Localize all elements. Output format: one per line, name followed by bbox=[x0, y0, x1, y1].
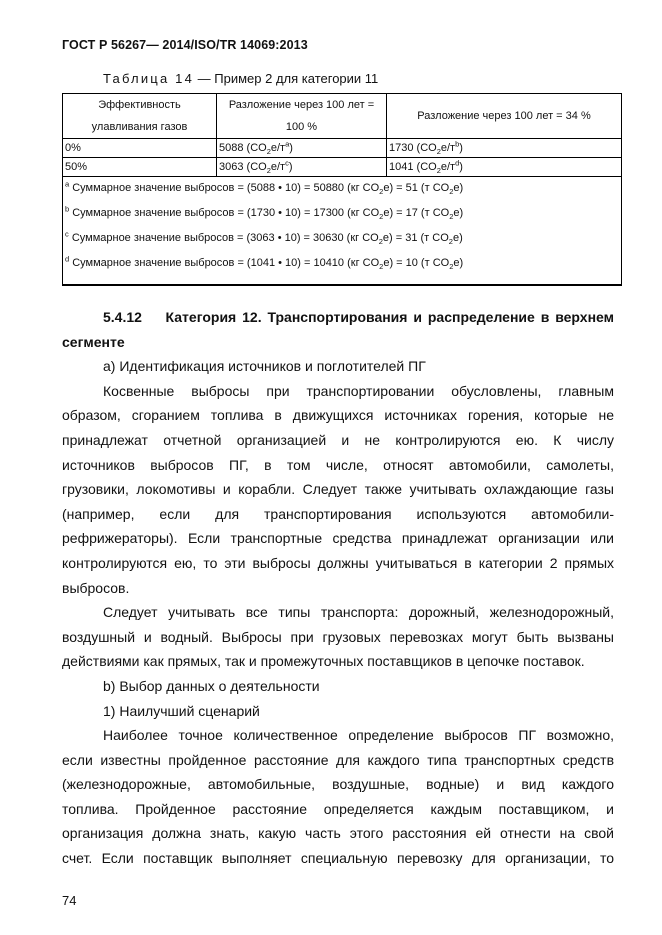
table-note: $^a$ Суммарное значение выбросов = (5088 • 10) = 50880 (кг $CO_2e) = 51$ (т $CO_2е$) bbox=[65, 179, 464, 197]
cell-value-34: 1730 $(CO_2е/т^b)$ bbox=[387, 139, 622, 158]
paragraph-line: топлива. Пройденное расстояние определяется каждым поставщиком, и bbox=[62, 800, 614, 817]
paragraph-line: Косвенные выбросы при транспортировании обусловлены, главным bbox=[103, 382, 614, 399]
paragraph-line: источников выбросов ПГ, в том числе, относят автомобили, самолеты, bbox=[62, 456, 614, 473]
table-note: $^c$ Суммарное значение выбросов = (3063 • 10) = 30630 (кг $CO_2e) = 31$ (т $CO_2е$) bbox=[65, 229, 463, 247]
section-title: Категория 12. Транспортирования и распределение в верхнем bbox=[165, 309, 614, 325]
table-note: $^b$ Суммарное значение выбросов = (1730 • 10) = 17300 (кг $CO_2e) = 17$ (т $CO_2е$) bbox=[65, 204, 464, 222]
table-notes-row bbox=[63, 177, 622, 286]
header-cell-100: Разложение через 100 лет = 100 % bbox=[217, 94, 387, 139]
header-cell-34: Разложение через 100 лет = 34 % bbox=[387, 94, 622, 139]
section-number: 5.4.12 bbox=[103, 309, 142, 325]
section-heading bbox=[62, 305, 614, 330]
header-cell-efficiency: Эффективность улавливания газов bbox=[63, 94, 217, 139]
paragraph-line: образом, сгоранием топлива в движущихся источниках горения, которые не bbox=[62, 407, 614, 424]
cell-efficiency: 0% bbox=[63, 139, 217, 158]
paragraph-line: счет. Если поставщик выполняет специальную перевозку для организации, то bbox=[62, 850, 614, 867]
table-caption bbox=[103, 71, 378, 86]
table-caption-label: Таблица 14 bbox=[103, 71, 195, 86]
paragraph-line: Следует учитывать все типы транспорта: дорожный, железнодорожный, bbox=[103, 604, 614, 621]
cell-value-34: 1041 $(CO_2е/т^d)$ bbox=[387, 158, 622, 177]
table-row bbox=[63, 139, 622, 158]
table-header-row bbox=[63, 94, 622, 139]
table-row bbox=[63, 158, 622, 177]
paragraph-line: рефрижераторы). Если транспортные средства принадлежат организации или bbox=[62, 530, 614, 547]
paragraph-line: выбросов. bbox=[62, 579, 130, 596]
table-caption-text: — Пример 2 для категории 11 bbox=[194, 71, 379, 86]
paragraph-line: (например, если для транспортирования используются автомобили- bbox=[62, 505, 614, 522]
paragraph-line: если известны пройденное расстояние для каждого типа транспортных средств bbox=[62, 751, 614, 768]
paragraph-line: действиями как прямых, так и промежуточных поставщиков в цепочке поставок. bbox=[62, 653, 585, 670]
paragraph-line: грузовики, локомотивы и корабли. Следует также учитывать охлаждающие газы bbox=[62, 481, 614, 498]
item-a: a) Идентификация источников и поглотителей ПГ bbox=[103, 358, 426, 375]
table-notes bbox=[63, 177, 622, 286]
paragraph-line: контролируются ею, то эти выбросы должны учитываться в категории 2 прямых bbox=[62, 554, 614, 571]
document-header: ГОСТ Р 56267— 2014/ISO/TR 14069:2013 bbox=[62, 38, 308, 52]
section-heading-cont: сегменте bbox=[62, 333, 125, 350]
paragraph-line: воздушный и водный. Выбросы при грузовых перевозках могут быть вызваны bbox=[62, 628, 614, 645]
emissions-table bbox=[62, 93, 622, 286]
paragraph-line: Наиболее точное количественное определение выбросов ПГ возможно, bbox=[103, 727, 614, 744]
paragraph-line: (железнодорожные, автомобильные, воздушные, водные) и вид каждого bbox=[62, 776, 614, 793]
body-text bbox=[62, 305, 614, 871]
page-number: 74 bbox=[62, 893, 77, 908]
item-b: b) Выбор данных о деятельности bbox=[103, 677, 320, 694]
cell-efficiency: 50% bbox=[63, 158, 217, 177]
cell-value-100: 5088 $(CO_2е/т^a)$ bbox=[217, 139, 387, 158]
paragraph-line: принадлежат отчетной организацией и не контролируются ею. К числу bbox=[62, 431, 614, 448]
cell-value-100: 3063 $(CO_2е/т^c)$ bbox=[217, 158, 387, 177]
paragraph-line: организация должна знать, какую часть этого расстояния ей отнести на свой bbox=[62, 825, 614, 842]
item-1: 1) Наилучший сценарий bbox=[103, 702, 260, 719]
table-note: $^d$ Суммарное значение выбросов = (1041 • 10) = 10410 (кг $CO_2e) = 10$ (т $CO_2е$) bbox=[65, 254, 464, 272]
